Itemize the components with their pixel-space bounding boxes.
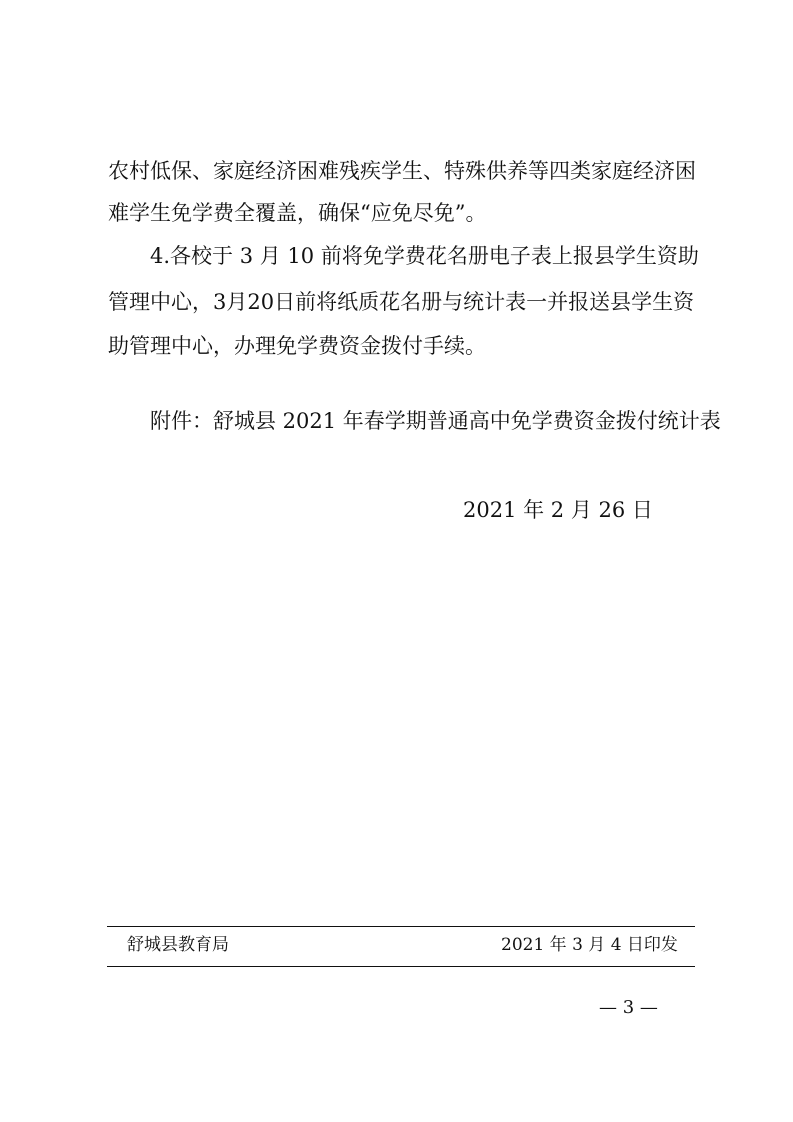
page-number: — 3 — (599, 997, 658, 1018)
footer-bottom-rule (107, 966, 695, 967)
body-text-line: 4.各校于 3 月 10 前将免学费花名册电子表上报县学生资助 (150, 244, 699, 268)
attachment-note: 附件：舒城县 2021 年春学期普通高中免学费资金拨付统计表 (150, 409, 721, 433)
body-text-line: 助管理中心，办理免学费资金拨付手续。 (108, 334, 486, 358)
issuing-authority: 舒城县教育局 (127, 935, 229, 955)
body-text-line: 农村低保、家庭经济困难残疾学生、特殊供养等四类家庭经济困 (108, 159, 696, 183)
body-text-line: 难学生免学费全覆盖，确保“应免尽免”。 (108, 201, 487, 225)
footer-top-rule (107, 926, 695, 927)
issue-date: 2021 年 3 月 4 日印发 (501, 935, 678, 955)
body-text-line: 管理中心，3月20日前将纸质花名册与统计表一并报送县学生资 (108, 290, 695, 314)
signature-date: 2021 年 2 月 26 日 (463, 498, 653, 522)
